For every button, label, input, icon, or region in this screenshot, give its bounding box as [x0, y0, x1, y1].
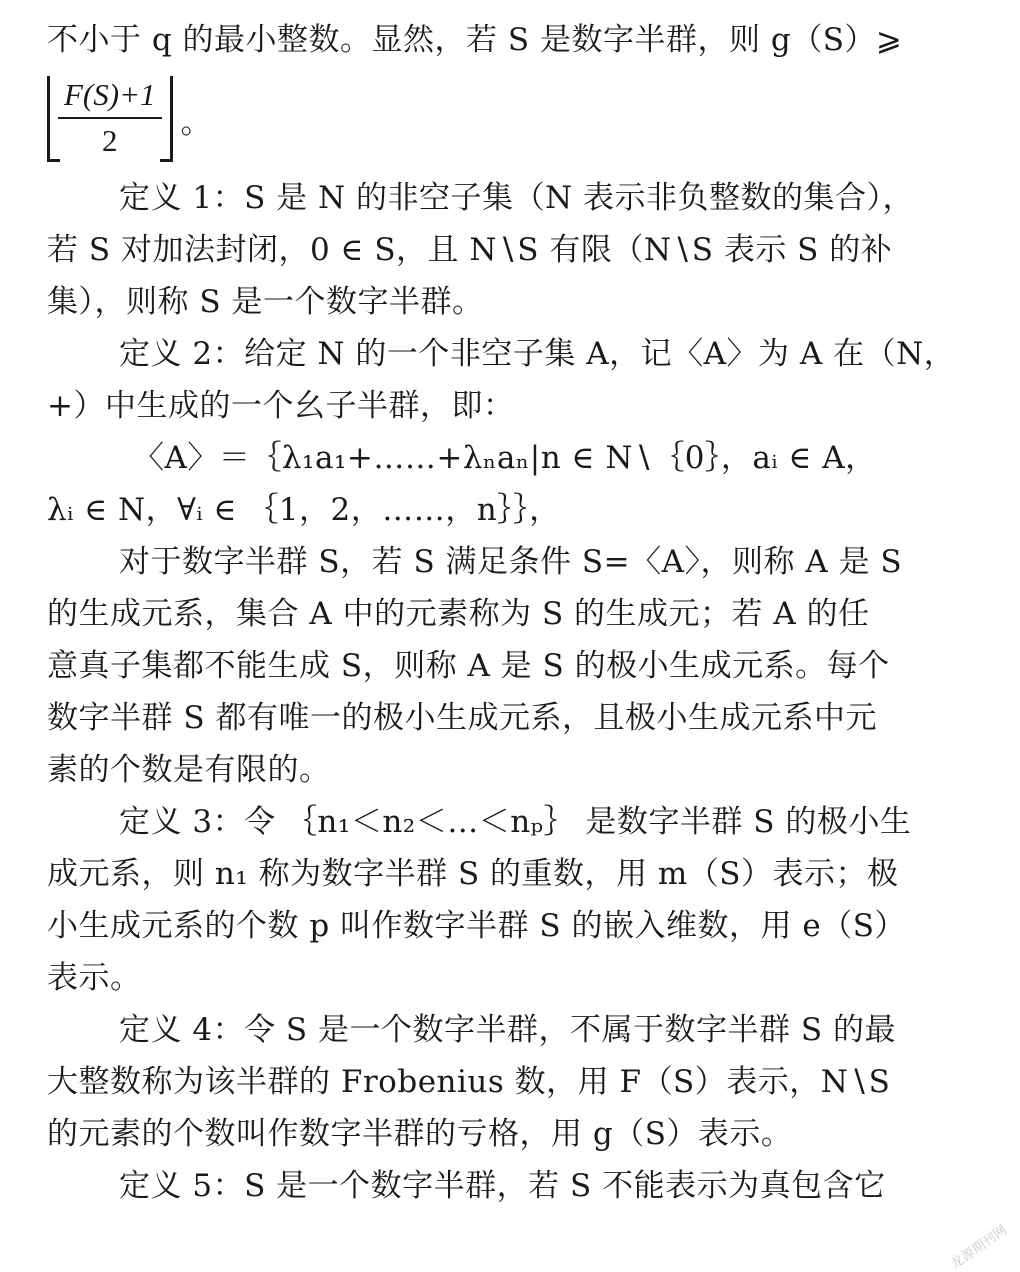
watermark: 龙源期刊网 — [948, 1222, 1010, 1272]
definition-4-line-2: 大整数称为该半群的 Frobenius 数，用 F（S）表示，N∖S — [47, 1064, 891, 1100]
definition-4-line-3: 的元素的个数叫作数字半群的亏格，用 g（S）表示。 — [47, 1116, 793, 1152]
definition-3-line-2: 成元系，则 n₁ 称为数字半群 S 的重数，用 m（S）表示；极 — [47, 856, 899, 892]
paragraph-line-2: 的生成元系，集合 A 中的元素称为 S 的生成元；若 A 的任 — [47, 596, 870, 632]
definition-1-line-3: 集），则称 S 是一个数字半群。 — [47, 284, 484, 320]
definition-2-formula-1: 〈A〉＝｛λ₁a₁+……+λₙaₙ|n ∈ N∖｛0｝，aᵢ ∈ A， — [133, 440, 877, 476]
definition-2-line-2: +）中生成的一个幺子半群，即： — [47, 388, 515, 424]
fraction — [58, 77, 162, 161]
definition-1-line-1: 定义 1：S 是 N 的非空子集（N 表示非负整数的集合）， — [119, 180, 914, 216]
definition-2-line-1: 定义 2：给定 N 的一个非空子集 A，记〈A〉为 A 在（N， — [119, 336, 956, 372]
definition-3-line-3: 小生成元系的个数 p 叫作数字半群 S 的嵌入维数，用 e（S） — [47, 908, 906, 944]
fraction-numerator: F(S)+1 — [58, 77, 162, 119]
definition-5-line-1: 定义 5：S 是一个数字半群，若 S 不能表示为真包含它 — [119, 1168, 886, 1204]
fraction-tail: 。 — [180, 104, 212, 141]
definition-2-formula-2: λᵢ ∈ N，∀ᵢ ∈ ｛1，2，……，n｝｝， — [47, 492, 561, 528]
fraction-denominator: 2 — [102, 123, 118, 158]
fraction-line — [47, 66, 952, 172]
definition-3-line-1: 定义 3：令 ｛n₁＜n₂＜…＜nₚ｝ 是数字半群 S 的极小生 — [119, 804, 912, 840]
paragraph-line-3: 意真子集都不能生成 S，则称 A 是 S 的极小生成元系。每个 — [47, 648, 890, 684]
text-line-1: 不小于 q 的最小整数。显然，若 S 是数字半群，则 g（S）⩾ — [47, 22, 903, 58]
paragraph-line-1: 对于数字半群 S，若 S 满足条件 S=〈A〉，则称 A 是 S — [119, 544, 903, 580]
document-body — [47, 14, 956, 1212]
definition-3-line-4: 表示。 — [47, 960, 142, 996]
definition-4-line-1: 定义 4：令 S 是一个数字半群，不属于数字半群 S 的最 — [119, 1012, 896, 1048]
ceiling-bracket — [47, 76, 173, 162]
paragraph-line-5: 素的个数是有限的。 — [47, 752, 331, 788]
paragraph-line-4: 数字半群 S 都有唯一的极小生成元系，且极小生成元系中元 — [47, 700, 877, 736]
definition-1-line-2: 若 S 对加法封闭，0 ∈ S，且 N∖S 有限（N∖S 表示 S 的补 — [47, 232, 893, 268]
